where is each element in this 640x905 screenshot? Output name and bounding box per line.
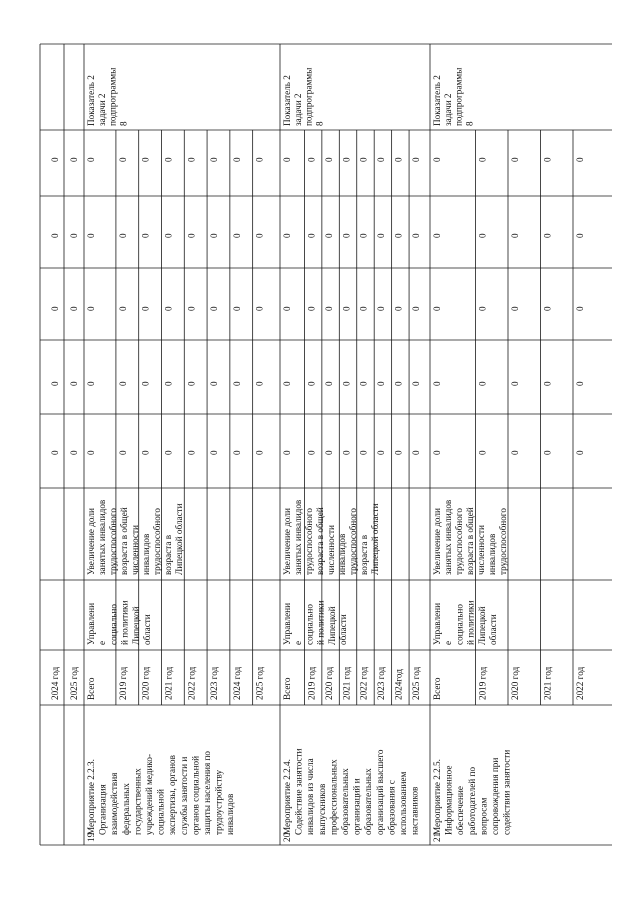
- value-cell: 0: [477, 233, 488, 238]
- activity-text: выпускников: [316, 783, 327, 835]
- value-cell: 0: [432, 450, 442, 455]
- value-cell: 0: [575, 306, 585, 311]
- value-cell: 0: [140, 233, 151, 238]
- period-label: 2022 год: [186, 666, 197, 700]
- indicator-text: Увеличение доли: [282, 508, 292, 575]
- value-cell: 0: [411, 306, 422, 311]
- value-cell: 0: [209, 450, 220, 455]
- value-cell: 0: [282, 157, 292, 162]
- value-cell: 0: [432, 157, 442, 162]
- value-cell: 0: [376, 233, 387, 238]
- period-label: 2024 год: [231, 666, 242, 700]
- indicator-text: возраста в общей: [315, 507, 325, 575]
- indicator-text: численности: [130, 525, 140, 575]
- value-cell: 0: [282, 450, 292, 455]
- zero-cell: 0: [69, 233, 79, 238]
- indicator-text: Увеличение доли: [86, 508, 96, 575]
- period-label: 2022 год: [575, 666, 585, 700]
- note-text: 8: [314, 121, 325, 126]
- value-cell: 0: [86, 450, 96, 455]
- period-label: 2020 год: [323, 666, 334, 700]
- value-cell: 0: [341, 157, 352, 162]
- activity-text: трудоустройству: [213, 769, 224, 835]
- value-cell: 0: [341, 306, 352, 311]
- value-cell: 0: [86, 306, 96, 311]
- zero-cell: 0: [50, 233, 60, 238]
- period-label: 2021 год: [341, 666, 352, 700]
- note-text: задачи 2: [292, 93, 303, 126]
- value-cell: 0: [432, 233, 442, 238]
- value-cell: 0: [393, 157, 404, 162]
- value-cell: 0: [163, 450, 174, 455]
- indicator-text: занятых инвалидов: [443, 499, 453, 575]
- value-cell: 0: [510, 450, 520, 455]
- value-cell: 0: [477, 381, 488, 386]
- executor-text: Липецкой: [476, 606, 487, 645]
- activity-text: органов социальной: [190, 755, 201, 835]
- value-cell: 0: [254, 233, 265, 238]
- value-cell: 0: [575, 157, 585, 162]
- period-label: 2019 год: [117, 666, 128, 700]
- activity-text: организаций высшего: [374, 749, 385, 835]
- value-cell: 0: [323, 381, 334, 386]
- value-cell: 0: [86, 157, 96, 162]
- value-cell: 0: [575, 381, 585, 386]
- row-number: 21: [432, 832, 442, 842]
- activity-text: инвалидов из числа: [305, 758, 316, 835]
- executor-text: области: [142, 614, 152, 645]
- zero-cell: 0: [69, 450, 79, 455]
- value-cell: 0: [209, 233, 220, 238]
- note-text: Показатель 2: [282, 75, 292, 126]
- value-cell: 0: [376, 306, 387, 311]
- value-cell: 0: [323, 306, 334, 311]
- executor-text: Липецкой: [326, 606, 337, 645]
- value-cell: 0: [231, 233, 242, 238]
- value-cell: 0: [393, 306, 404, 311]
- value-cell: 0: [186, 381, 197, 386]
- indicator-text: численности: [326, 525, 336, 575]
- value-cell: 0: [163, 306, 174, 311]
- value-cell: 0: [542, 381, 553, 386]
- period-label: Всего: [432, 677, 442, 700]
- period-label: Всего: [86, 677, 96, 700]
- period-label: 2020 год: [510, 666, 520, 700]
- value-cell: 0: [323, 157, 334, 162]
- executor-text: й политики: [315, 600, 326, 645]
- value-cell: 0: [86, 233, 96, 238]
- value-cell: 0: [341, 381, 352, 386]
- period-label: 2019 год: [306, 666, 317, 700]
- activity-text: образования с: [386, 780, 397, 835]
- value-cell: 0: [306, 157, 317, 162]
- year-label-2024: 2024 год: [50, 666, 60, 700]
- executor-text: е: [97, 640, 108, 645]
- activity-text: сопровождения при: [490, 757, 500, 835]
- value-cell: 0: [209, 157, 220, 162]
- value-cell: 0: [186, 450, 197, 455]
- value-cell: 0: [163, 233, 174, 238]
- activity-text: взаимодействия: [109, 772, 120, 835]
- activity-text: инвалидов: [225, 793, 236, 835]
- value-cell: 0: [231, 306, 242, 311]
- indicator-text: трудоспособного: [498, 508, 508, 575]
- value-cell: 0: [306, 233, 317, 238]
- activity-text: наставников: [409, 786, 420, 835]
- indicator-text: возраста в общей: [119, 507, 129, 575]
- indicator-text: трудоспособного: [108, 508, 118, 575]
- indicator-text: возраста в общей: [465, 507, 475, 575]
- value-cell: 0: [477, 157, 488, 162]
- value-cell: 0: [510, 381, 520, 386]
- value-cell: 0: [323, 233, 334, 238]
- value-cell: 0: [282, 381, 292, 386]
- activity-text: экспертизы, органов: [167, 755, 178, 835]
- zero-cell: 0: [50, 450, 60, 455]
- table-text: [50, 68, 585, 842]
- executor-text: е: [443, 640, 454, 645]
- value-cell: 0: [209, 381, 220, 386]
- zero-cell: 0: [50, 381, 60, 386]
- activity-text: вопросам: [478, 797, 489, 835]
- note-text: задачи 2: [442, 93, 453, 126]
- value-cell: 0: [432, 306, 442, 311]
- executor-text: Липецкой: [130, 606, 141, 645]
- table-grid: [40, 44, 612, 845]
- activity-text: социальной: [155, 789, 166, 835]
- value-cell: 0: [376, 450, 387, 455]
- period-label: 2023 год: [209, 666, 220, 700]
- value-cell: 0: [186, 306, 197, 311]
- value-cell: 0: [358, 233, 369, 238]
- activity-text: работодателей по: [466, 766, 477, 835]
- activity-text: обеспечение: [455, 786, 466, 835]
- activity-text: Содействие занятости: [293, 748, 304, 835]
- value-cell: 0: [376, 157, 387, 162]
- note-text: 8: [118, 121, 129, 126]
- value-cell: 0: [186, 157, 197, 162]
- indicator-text: численности: [476, 525, 486, 575]
- value-cell: 0: [254, 450, 265, 455]
- period-label: 2021 год: [163, 666, 174, 700]
- value-cell: 0: [282, 233, 292, 238]
- value-cell: 0: [411, 381, 422, 386]
- value-cell: 0: [231, 450, 242, 455]
- value-cell: 0: [510, 306, 520, 311]
- value-cell: 0: [117, 233, 128, 238]
- value-cell: 0: [358, 157, 369, 162]
- indicator-text: инвалидов: [141, 533, 151, 575]
- value-cell: 0: [117, 157, 128, 162]
- activity-text: использованием: [398, 771, 408, 835]
- value-cell: 0: [575, 233, 585, 238]
- zero-cell: 0: [69, 306, 79, 311]
- indicator-text: Увеличение доли: [432, 508, 442, 575]
- value-cell: 0: [411, 157, 422, 162]
- indicator-text: трудоспособного: [304, 508, 314, 575]
- period-label: 2019 год: [477, 666, 488, 700]
- value-cell: 0: [140, 450, 151, 455]
- value-cell: 0: [358, 450, 369, 455]
- note-text: Показатель 2: [432, 75, 442, 126]
- note-text: подпрограммы: [303, 67, 314, 126]
- period-label: 2020 год: [140, 666, 151, 700]
- value-cell: 0: [163, 381, 174, 386]
- executor-text: й политики: [119, 600, 130, 645]
- activity-text: содействии занятости: [501, 749, 512, 835]
- value-cell: 0: [117, 450, 128, 455]
- period-label: Всего: [282, 677, 292, 700]
- zero-cell: 0: [69, 381, 79, 386]
- activity-text: службы занятости и: [178, 756, 189, 835]
- value-cell: 0: [254, 157, 265, 162]
- value-cell: 0: [411, 233, 422, 238]
- row-number: 19: [86, 832, 96, 842]
- indicator-text: инвалидов: [337, 533, 347, 575]
- indicator-text: занятых инвалидов: [97, 499, 107, 575]
- indicator-text: возраста в: [359, 534, 369, 575]
- value-cell: 0: [323, 450, 334, 455]
- period-label: 2022 год: [358, 666, 369, 700]
- executor-text: социально: [454, 604, 465, 645]
- activity-text: федеральных: [120, 783, 131, 835]
- executor-text: социально: [304, 604, 315, 645]
- value-cell: 0: [254, 381, 265, 386]
- activity-text: защиты населения по: [202, 751, 212, 835]
- value-cell: 0: [186, 233, 197, 238]
- period-label: 2025 год: [411, 666, 422, 700]
- value-cell: 0: [575, 450, 585, 455]
- value-cell: 0: [477, 450, 488, 455]
- value-cell: 0: [117, 381, 128, 386]
- note-text: подпрограммы: [453, 67, 464, 126]
- indicator-text: инвалидов: [487, 533, 497, 575]
- executor-text: й политики: [465, 600, 476, 645]
- executor-text: области: [338, 614, 348, 645]
- value-cell: 0: [140, 157, 151, 162]
- value-cell: 0: [358, 381, 369, 386]
- activity-text: государственных: [132, 768, 143, 835]
- value-cell: 0: [393, 450, 404, 455]
- note-text: Показатель 2: [86, 75, 96, 126]
- period-label: 2025 год: [254, 666, 265, 700]
- activity-text: организаций и: [351, 778, 362, 835]
- executor-text: е: [293, 640, 304, 645]
- period-label: 2023 год: [376, 666, 387, 700]
- indicator-text: трудоспособного: [454, 508, 464, 575]
- activity-text: Мероприятие 2.2.5.: [432, 759, 442, 835]
- indicator-text: возраста в: [163, 534, 173, 575]
- value-cell: 0: [542, 157, 553, 162]
- value-cell: 0: [231, 381, 242, 386]
- activity-text: Информационное: [443, 765, 454, 835]
- activity-text: Мероприятие 2.2.4.: [282, 759, 292, 835]
- note-text: 8: [464, 121, 475, 126]
- period-label: 2024год: [393, 669, 404, 700]
- value-cell: 0: [358, 306, 369, 311]
- value-cell: 0: [341, 233, 352, 238]
- indicator-text: Липецкой области: [174, 503, 184, 575]
- activity-text: образовательных: [340, 768, 350, 835]
- activity-text: учреждений медико-: [144, 753, 154, 835]
- value-cell: 0: [411, 450, 422, 455]
- zero-cell: 0: [69, 157, 79, 162]
- value-cell: 0: [306, 450, 317, 455]
- activity-text: профессиональных: [328, 759, 339, 835]
- note-text: подпрограммы: [107, 67, 118, 126]
- value-cell: 0: [140, 381, 151, 386]
- value-cell: 0: [510, 233, 520, 238]
- value-cell: 0: [542, 306, 553, 311]
- value-cell: 0: [510, 157, 520, 162]
- value-cell: 0: [376, 381, 387, 386]
- value-cell: 0: [306, 381, 317, 386]
- value-cell: 0: [254, 306, 265, 311]
- executor-text: области: [488, 614, 498, 645]
- zero-cell: 0: [50, 157, 60, 162]
- value-cell: 0: [140, 306, 151, 311]
- activity-text: Организация: [97, 784, 108, 835]
- executor-text: Управлени: [432, 603, 442, 645]
- value-cell: 0: [542, 450, 553, 455]
- indicator-text: занятых инвалидов: [293, 499, 303, 575]
- zero-cell: 0: [50, 306, 60, 311]
- executor-text: Управлени: [282, 603, 292, 645]
- value-cell: 0: [477, 306, 488, 311]
- executor-text: Управлени: [86, 603, 96, 645]
- value-cell: 0: [306, 306, 317, 311]
- period-label: 2021 год: [542, 666, 553, 700]
- value-cell: 0: [393, 381, 404, 386]
- value-cell: 0: [393, 233, 404, 238]
- indicator-text: трудоспособного: [152, 508, 162, 575]
- value-cell: 0: [282, 306, 292, 311]
- value-cell: 0: [432, 381, 442, 386]
- executor-text: социально: [108, 604, 119, 645]
- indicator-text: трудоспособного: [348, 508, 358, 575]
- row-number: 20: [282, 832, 292, 842]
- year-label-2025: 2025 год: [69, 666, 79, 700]
- note-text: задачи 2: [96, 93, 107, 126]
- activity-text: образовательных: [363, 768, 374, 835]
- activity-text: Мероприятие 2.2.3.: [86, 759, 96, 835]
- value-cell: 0: [341, 450, 352, 455]
- value-cell: 0: [163, 157, 174, 162]
- indicator-text: Липецкой области: [370, 503, 380, 575]
- value-cell: 0: [117, 306, 128, 311]
- value-cell: 0: [231, 157, 242, 162]
- value-cell: 0: [542, 233, 553, 238]
- value-cell: 0: [209, 306, 220, 311]
- value-cell: 0: [86, 381, 96, 386]
